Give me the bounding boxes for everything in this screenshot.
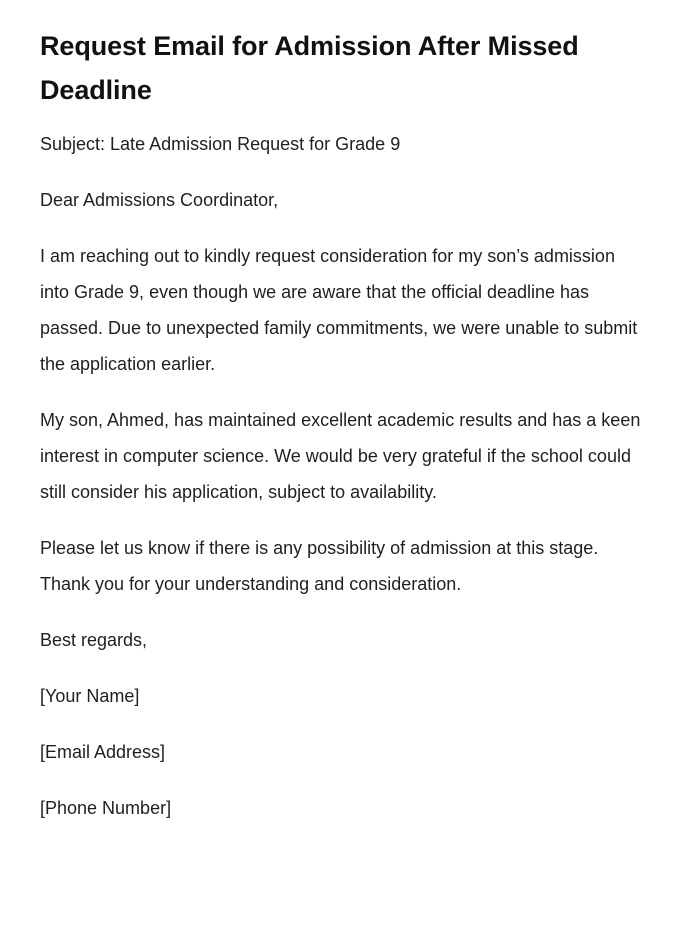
document-body: [40, 126, 660, 826]
email-closing: Best regards,: [40, 630, 148, 650]
signature-email-placeholder: [Email Address]: [40, 742, 166, 762]
page-title: Request Email for Admission After Missed Deadline: [40, 31, 579, 105]
email-paragraph-2: My son, Ahmed, has maintained excellent academic results and has a keen interest in computer science. We would be very grateful if the school could still consider his application, subject to availability.: [40, 410, 641, 502]
email-paragraph-1: I am reaching out to kindly request consideration for my son’s admission into Grade 9, even though we are aware that the official deadline has passed. Due to unexpected family commitments, we were unable to submit the application earlier.: [40, 246, 638, 374]
email-salutation: Dear Admissions Coordinator,: [40, 190, 279, 210]
signature-name-placeholder: [Your Name]: [40, 686, 140, 706]
email-paragraph-3: Please let us know if there is any possibility of admission at this stage. Thank you for your understanding and consideration.: [40, 538, 599, 594]
signature-phone-placeholder: [Phone Number]: [40, 798, 172, 818]
email-subject-line: Subject: Late Admission Request for Grade 9: [40, 134, 401, 154]
